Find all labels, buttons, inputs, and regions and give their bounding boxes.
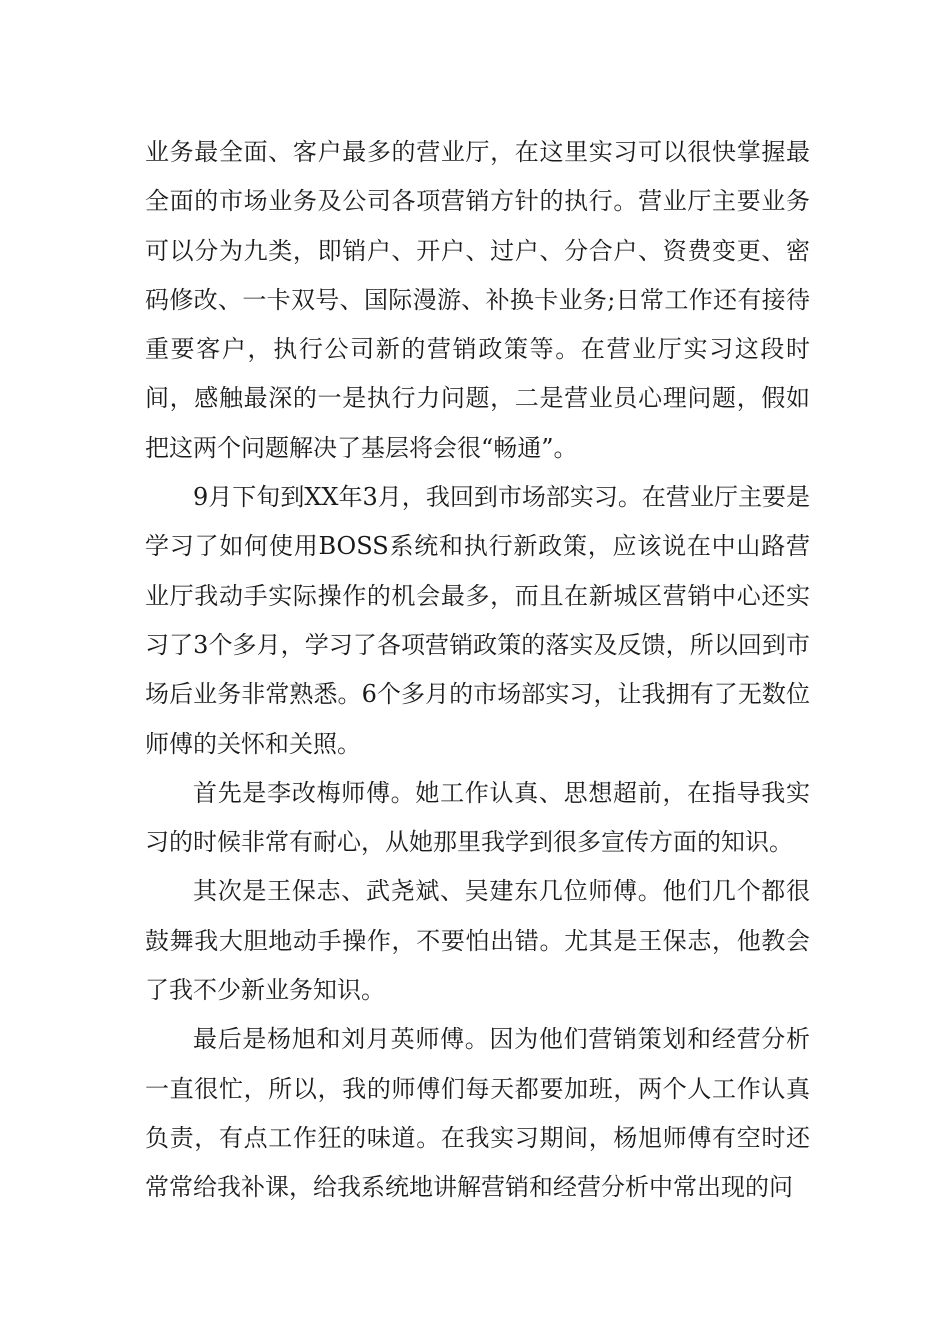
document-body — [145, 128, 810, 1213]
paragraph-last-mentors: 最后是杨旭和刘月英师傅。因为他们营销策划和经营分析一直很忙，所以，我的师傅们每天都要加班，两个人工作认真负责，有点工作狂的味道。在我实习期间，杨旭师傅有空时还常常给我补课，给我系统地讲解营销和经营分析中常出现的问 — [145, 1025, 810, 1202]
paragraph-first-mentor: 首先是李改梅师傅。她工作认真、思想超前，在指导我实习的时候非常有耐心，从她那里我学到很多宣传方面的知识。 — [145, 778, 810, 857]
paragraph-business-hall: 业务最全面、客户最多的营业厅，在这里实习可以很快掌握最全面的市场业务及公司各项营销方针的执行。营业厅主要业务可以分为九类，即销户、开户、过户、分合户、资费变更、密码修改、一卡双号、国际漫游、补换卡业务;日常工作还有接待重要客户，执行公司新的营销政策等。在营业厅实习这段时间，感触最深的一是执行力问题，二是营业员心理问题，假如把这两个问题解决了基层将会很“畅通”。 — [145, 138, 810, 462]
paragraph-second-mentors: 其次是王保志、武尧斌、吴建东几位师傅。他们几个都很鼓舞我大胆地动手操作，不要怕出错。尤其是王保志，他教会了我不少新业务知识。 — [145, 877, 810, 1005]
paragraph-market-internship: 9月下旬到XX年3月，我回到市场部实习。在营业厅主要是学习了如何使用BOSS系统和执行新政策，应该说在中山路营业厅我动手实际操作的机会最多，而且在新城区营销中心还实习了3个多月，学习了各项营销政策的落实及反馈，所以回到市场后业务非常熟悉。6个多月的市场部实习，让我拥有了无数位师傅的关怀和关照。 — [145, 483, 810, 758]
